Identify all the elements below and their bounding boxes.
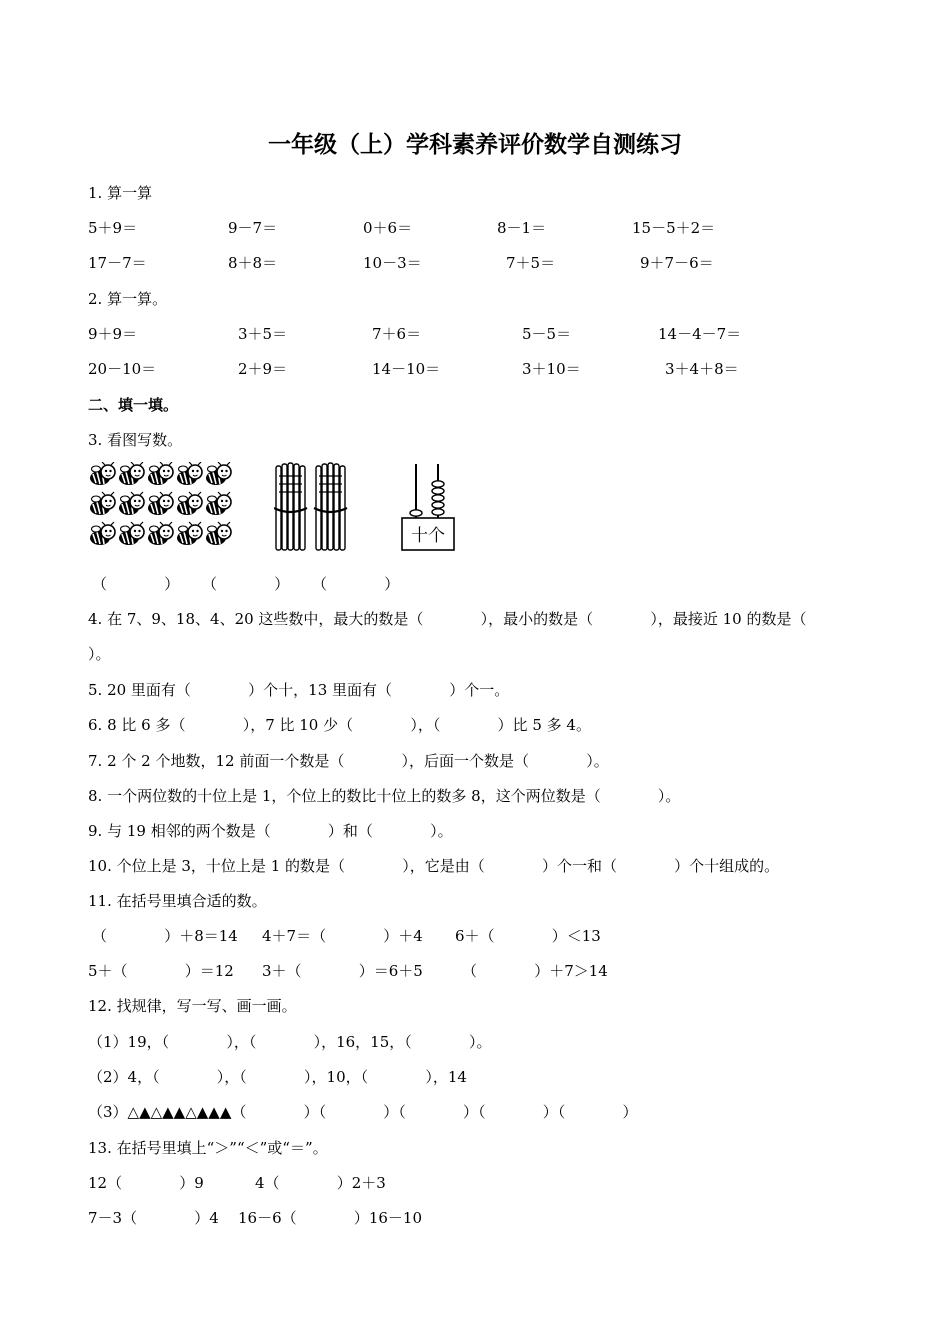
q12-part3: （3）△▲△▲▲△▲▲▲（ ）（ ）（ ）（ ）（ ） — [88, 1103, 638, 1121]
q3-answer-blanks — [0, 571, 950, 597]
q3-pictures — [0, 458, 950, 558]
expr: 2＋9＝ — [238, 360, 288, 378]
q2-row2 — [0, 356, 950, 382]
fill-expr[interactable]: （ ）＋8＝14 — [92, 927, 238, 945]
q13-row2 — [0, 1205, 950, 1231]
bees-image — [88, 462, 238, 554]
expr: 17－7＝ — [88, 254, 147, 272]
expr: 7＋6＝ — [372, 325, 422, 343]
q10: 10. 个位上是 3，十位上是 1 的数是（ ），它是由（ ）个一和（ ）个十组成的。 — [88, 857, 780, 875]
q8: 8. 一个两位数的十位上是 1，个位上的数比十位上的数多 8，这个两位数是（ ）。 — [88, 787, 681, 805]
q6: 6. 8 比 6 多（ ），7 比 10 少（ ），（ ）比 5 多 4。 — [88, 716, 591, 734]
q7: 7. 2 个 2 个地数，12 前面一个数是（ ），后面一个数是（ ）。 — [88, 752, 609, 770]
q1-row2 — [0, 250, 950, 276]
q3-label: 3. 看图写数。 — [88, 431, 183, 449]
expr: 14－4－7＝ — [658, 325, 742, 343]
q2-label: 2. 算一算。 — [88, 290, 168, 308]
abacus-image — [400, 462, 458, 554]
fill-expr[interactable]: 5＋（ ）＝12 — [88, 962, 234, 980]
compare-expr[interactable]: 16－6（ ）16－10 — [238, 1209, 423, 1227]
q12-label: 12. 找规律，写一写、画一画。 — [88, 997, 297, 1015]
expr: 0＋6＝ — [363, 219, 413, 237]
answer-blank[interactable]: （ ） — [312, 575, 400, 593]
expr: 10－3＝ — [363, 254, 422, 272]
expr: 7＋5＝ — [506, 254, 556, 272]
section-heading: 二、填一填。 — [88, 396, 179, 414]
answer-blank[interactable]: （ ） — [92, 575, 180, 593]
q1-row1 — [0, 215, 950, 241]
page-title: 一年级（上）学科素养评价数学自测练习 — [268, 132, 682, 158]
fill-expr[interactable]: （ ）＋7＞14 — [462, 962, 608, 980]
expr: 3＋10＝ — [522, 360, 581, 378]
q11-label: 11. 在括号里填合适的数。 — [88, 892, 267, 910]
expr: 9＋7－6＝ — [640, 254, 714, 272]
q13-row1 — [0, 1170, 950, 1196]
fill-expr[interactable]: 3＋（ ）＝6＋5 — [262, 962, 423, 980]
q1-label: 1. 算一算 — [88, 184, 153, 202]
q9: 9. 与 19 相邻的两个数是（ ）和（ ）。 — [88, 822, 453, 840]
q11-row2 — [0, 958, 950, 984]
q2-row1 — [0, 321, 950, 347]
expr: 3＋4＋8＝ — [665, 360, 739, 378]
stick-bundles-image — [274, 462, 354, 554]
expr: 8－1＝ — [497, 219, 547, 237]
compare-expr[interactable]: 12（ ）9 — [88, 1174, 204, 1192]
q5: 5. 20 里面有（ ）个十，13 里面有（ ）个一。 — [88, 681, 510, 699]
compare-expr[interactable]: 4（ ）2＋3 — [255, 1174, 386, 1192]
compare-expr[interactable]: 7－3（ ）4 — [88, 1209, 219, 1227]
q13-label: 13. 在括号里填上“＞”“＜”或“＝”。 — [88, 1139, 328, 1157]
abacus-label: 十个 — [411, 526, 445, 546]
q12-part2: （2）4，（ ），（ ），10，（ ），14 — [88, 1068, 467, 1086]
fill-expr[interactable]: 4＋7＝（ ）＋4 — [262, 927, 423, 945]
expr: 5－5＝ — [522, 325, 572, 343]
q12-part1: （1）19，（ ），（ ），16，15，（ ）。 — [88, 1033, 492, 1051]
expr: 9－7＝ — [228, 219, 278, 237]
answer-blank[interactable]: （ ） — [202, 575, 290, 593]
expr: 20－10＝ — [88, 360, 157, 378]
expr: 9＋9＝ — [88, 325, 138, 343]
expr: 5＋9＝ — [88, 219, 138, 237]
q4-line2: ）。 — [88, 645, 111, 663]
fill-expr[interactable]: 6＋（ ）＜13 — [455, 927, 601, 945]
expr: 14－10＝ — [372, 360, 441, 378]
expr: 15－5＋2＝ — [632, 219, 716, 237]
expr: 8＋8＝ — [228, 254, 278, 272]
expr: 3＋5＝ — [238, 325, 288, 343]
q11-row1 — [0, 923, 950, 949]
q4-line1: 4. 在 7、9、18、4、20 这些数中，最大的数是（ ），最小的数是（ ），最接近 10 的数是（ — [88, 610, 807, 628]
